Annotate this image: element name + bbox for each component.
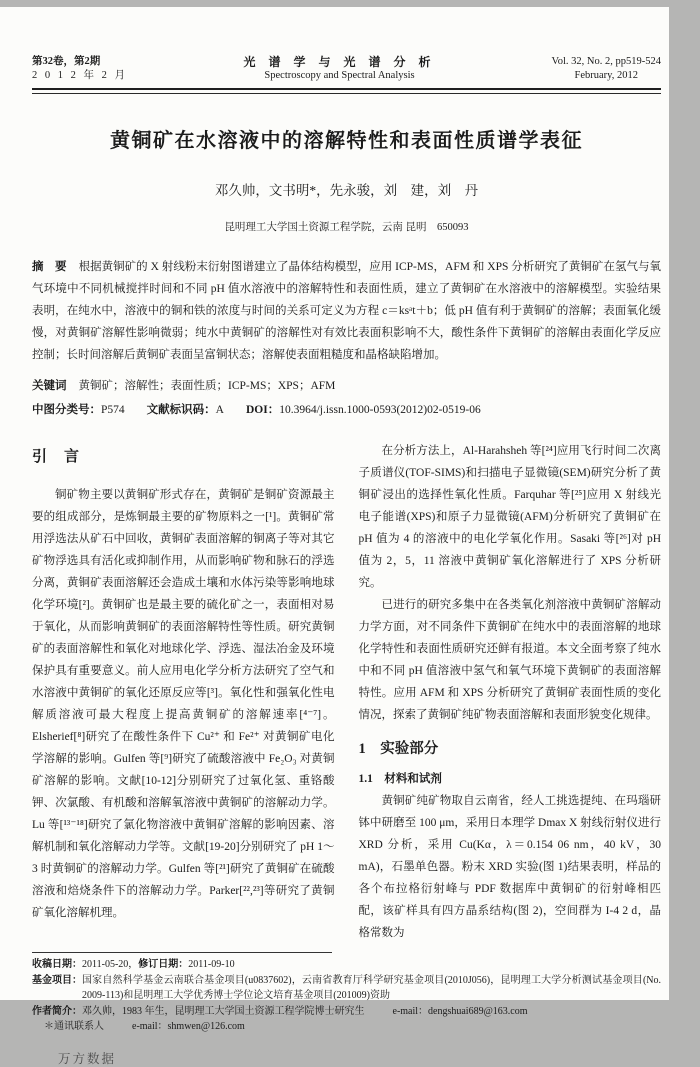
introduction-paragraph: 铜矿物主要以黄铜矿形式存在，黄铜矿是铜矿资源最主要的组成部分，是炼铜最主要的矿物原料之一[¹]。黄铜矿常用浮选法从矿石中回收，黄铜矿表面溶解的铜离子等对其它矿物浮选具有活化或抑制作用，从而影响矿物和脉石的浮选分离，黄铜矿表面溶解还会造成土壤和水体污染等影响地球化学环境[²]。黄铜矿也是最主要的硫化矿之一，表面相对易于氧化，从而影响黄铜矿的表面溶解特性等性质。研究黄铜矿的表面溶解性和氧化对地球化学、浮选、湿法冶金及环境保护具有重要意义。前人应用电化学分析方法研究了空气和水溶液中黄铜矿的氧化还原反应等[³]。氧化性和强氧化性电解质溶液可最大程度上提高黄铜矿的溶解速率[⁴⁻⁷]。Elsherief[⁸]研究了在酸性条件下 Cu²⁺ 和 Fe²⁺ 对黄铜矿电化学溶解的影响。Gulfen 等[⁹]研究了硫酸溶液中 Fe₂O₃ 对黄铜矿溶解的影响。文献[10-12]分别研究了过氧化氢、重铬酸钾、次氯酸、有机酸和溶解氧溶液中黄铜矿的溶解动力学。Lu 等[¹³⁻¹⁸]研究了氯化物溶液中黄铜矿溶解的影响因素、溶解机制和氧化溶解动力学等。文献[19-20]分别研究了 pH 1～3 时黄铜矿的溶解动力学。Gulfen 等[²¹]研究了黄铜矿在硫酸溶液和焙烧条件下的溶解动力学。Parker[²²,²³]等研究了黄铜矿氧化溶解机理。: [32, 489, 335, 919]
biography-text: 邓久帅，1983 年生，昆明理工大学国土资源工程学院博士研究生: [82, 1005, 365, 1017]
left-column: [32, 440, 335, 944]
received-value: 2011-05-20，: [82, 959, 139, 970]
funding-label: 基金项目：: [32, 974, 82, 986]
scanned-paper-page: [0, 7, 669, 1066]
footnotes-block: [32, 957, 661, 1035]
header-rule: [32, 88, 661, 94]
journal-name-en: Spectroscopy and Spectral Analysis: [264, 70, 415, 81]
corresponding-marker: ＊通讯联系人: [44, 1021, 104, 1032]
doi-value: 10.3964/j.issn.1000-0593(2012)02-0519-06: [279, 404, 481, 416]
date-line-cn: 2 0 1 2 年 2 月: [32, 70, 128, 81]
revised-value: 2011-09-10: [188, 959, 235, 970]
volume-issue-line: 第32卷，第2期: [32, 56, 101, 67]
doi-label: DOI：: [245, 404, 280, 416]
abstract-text: 根据黄铜矿的 X 射线粉末衍射图谱建立了晶体结构模型，应用 ICP-MS，AFM 和 XPS 分析研究了黄铜矿在氢气与氧气环境中不同机械搅拌时间和不同 pH 值水溶液中的溶解特性和表面性质，建立了黄铜矿在水溶液中的溶解模型。实验结果表明，在纯水中，溶液中的铜和铁的浓度与时间的关系可定义为方程 c＝ksᵃt＋b；低 pH 值有利于黄铜矿的溶解；表面氧化缓慢，对黄铜矿溶解性影响微弱；纯水中黄铜矿的溶解性对有效比表面积影响不大，酸性条件下黄铜矿的溶解由表面化学反应控制；长时间溶解后黄铜矿表面呈富铜状态；溶解使表面粗糙度和晶格缺陷增加。: [32, 261, 662, 361]
keywords-line: [32, 376, 661, 396]
keywords-label: 关键词: [32, 380, 67, 392]
spacer: [104, 1019, 132, 1035]
corresponding-author-line: [32, 1019, 661, 1035]
classification-line: [32, 400, 661, 420]
right-column: [359, 440, 662, 944]
journal-volume-issue: [32, 55, 128, 83]
spacer: [365, 1004, 393, 1020]
received-date-line: [32, 957, 661, 973]
biography-line: [32, 1004, 661, 1020]
received-label: 收稿日期：: [32, 959, 82, 970]
date-line-en: February, 2012: [574, 70, 638, 81]
biography-label: 作者简介：: [32, 1005, 82, 1017]
research-gap-paragraph: 已进行的研究多集中在各类氧化剂溶液中黄铜矿溶解动力学方面，对不同条件下黄铜矿在纯水中的表面溶解的地球化学特性和表面性质研究还鲜有报道。本文全面考察了纯水中和不同 pH 值溶液中氢气和氧气环境下黄铜矿的表面溶解特性。应用 AFM 和 XPS 分析研究了黄铜矿表面性质的变化情况，探索了黄铜矿纯矿物表面溶解和表面形貌变化规律。: [358, 599, 661, 721]
journal-header: [32, 55, 661, 83]
doc-code-value: A: [215, 404, 224, 416]
biography-email: e-mail：dengshuai689@163.com: [392, 1005, 528, 1017]
footnote-rule: [32, 952, 332, 953]
author-list: 邓久帅，文书明*，先永骏，刘 建，刘 丹: [214, 183, 479, 198]
funding-text: 国家自然科学基金云南联合基金项目(u0837602)，云南省教育厅科学研究基金项目(2010J056)，昆明理工大学分析测试基金项目(No. 2009-113)和昆明理工大学优秀博士学位论文培育基金项目(201009)资助: [82, 974, 661, 1001]
vol-pages-line: Vol. 32, No. 2, pp519-524: [551, 56, 661, 67]
materials-paragraph: 黄铜矿纯矿物取自云南省，经人工挑选提纯、在玛瑙研钵中研磨至 100 μm，采用日本理学 Dmax X 射线衍射仪进行 XRD 分析，采用 Cu(Kα，λ＝0.154 06 nm，40 kV，30 mA)，石墨单色器。粉末 XRD 实验(图 1)结果表明，样品的各个布拉格衍射峰与 PDF 数据库中黄铜矿的衍射峰相匹配，该矿样具有四方晶系结构(图 2)，空间群为 I-4 2 d，晶格常数为: [358, 795, 661, 939]
section-1-heading: 1 实验部分: [358, 741, 439, 757]
abstract-label: 摘 要: [32, 261, 67, 273]
funding-line: [32, 973, 661, 1004]
analysis-methods-paragraph: 在分析方法上，Al-Harahsheh 等[²⁴]应用飞行时间二次离子质谱仪(TOF-SIMS)和扫描电子显微镜(SEM)研究分析了黄铜矿浸出的选择性氧化性质。Farquhar 等[²⁵]应用 X 射线光电子能谱(XPS)和原子力显微镜(AFM)分析研究了黄铜矿在 pH 值为 4 的溶液中的电化学氧化作用。Sasaki 等[²⁶]对 pH 值为 2，5，11 溶液中黄铜矿氧化溶解进行了 XPS 分析研究。: [358, 445, 661, 589]
clc-label: 中图分类号：: [32, 404, 101, 416]
journal-name-cn: 光 谱 学 与 光 谱 分 析: [243, 55, 436, 69]
doc-code-label: 文献标识码：: [146, 404, 216, 416]
body-columns: [32, 440, 661, 944]
affiliation: 昆明理工大学国土资源工程学院，云南 昆明 650093: [224, 222, 469, 233]
clc-value: P574: [101, 404, 125, 416]
journal-vol-pages: [552, 55, 661, 83]
keywords-text: 黄铜矿；溶解性；表面性质；ICP-MS；XPS；AFM: [78, 380, 336, 392]
abstract-block: [32, 256, 661, 366]
wanfang-watermark: 万方数据: [58, 1051, 117, 1066]
paper-title: 黄铜矿在水溶液中的溶解特性和表面性质谱学表征: [110, 130, 583, 152]
section-1-1-heading: 1.1 材料和试剂: [358, 773, 442, 785]
corresponding-email: e-mail：shmwen@126.com: [132, 1021, 245, 1032]
revised-label: 修订日期：: [138, 959, 189, 970]
introduction-heading: 引 言: [32, 449, 81, 465]
journal-name: [244, 55, 436, 83]
